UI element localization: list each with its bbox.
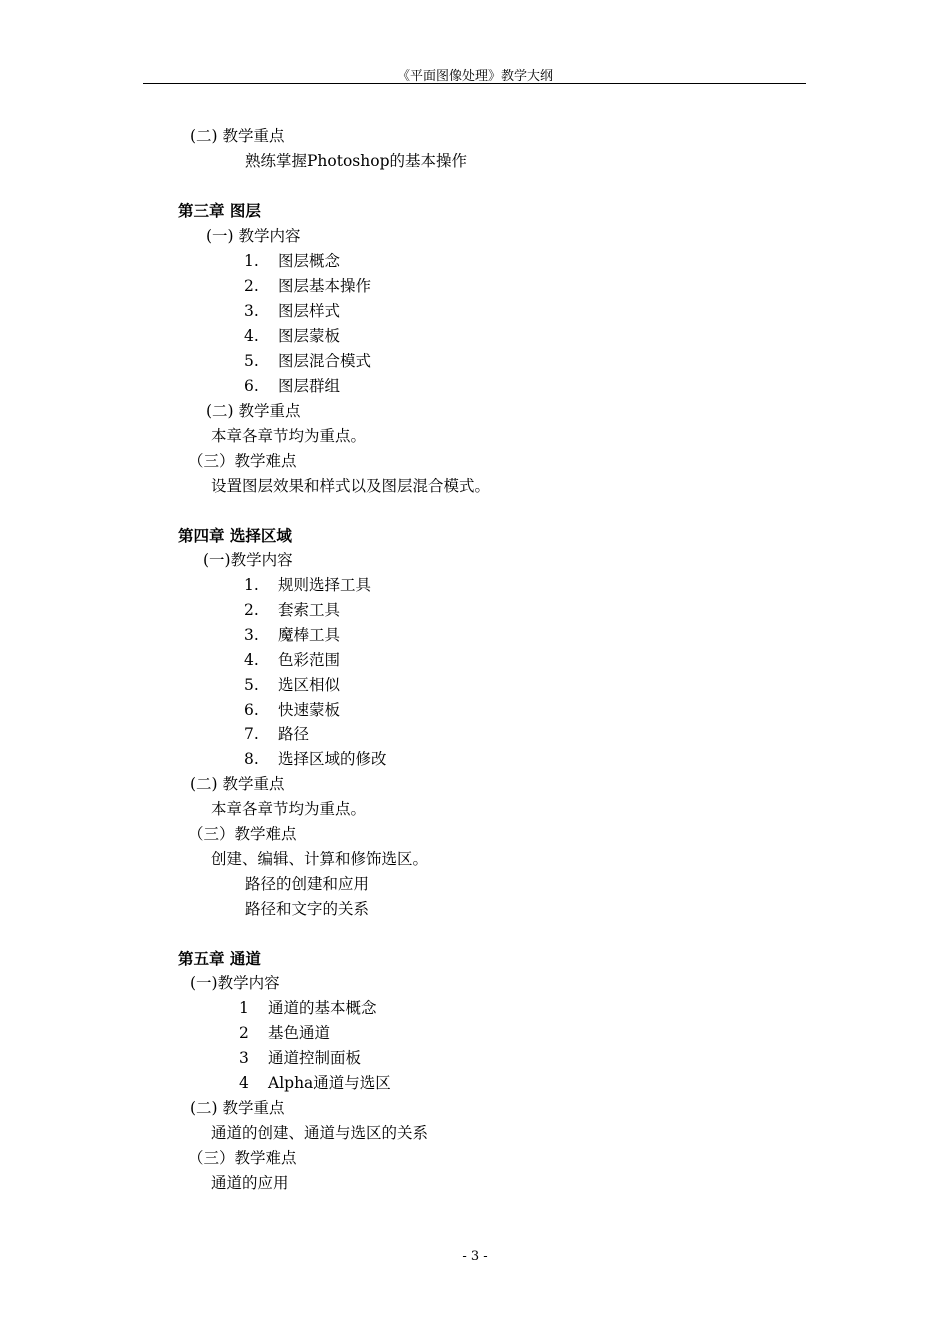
- ch5-diff-text: 通道的应用: [211, 1174, 289, 1192]
- ch4-title: 第四章 选择区域: [178, 526, 292, 545]
- ch4-item-text: 规则选择工具: [278, 576, 372, 594]
- ch3-diff-text: 设置图层效果和样式以及图层混合模式。: [211, 477, 491, 495]
- ch5-item-text: 基色通道: [268, 1024, 331, 1042]
- ch4-item-text: 选择区域的修改: [278, 750, 387, 768]
- ch5-key-text: 通道的创建、通道与选区的关系: [211, 1124, 429, 1142]
- ch4-item-num: 2.: [244, 601, 259, 619]
- ch3-item-text: 图层基本操作: [278, 277, 372, 295]
- ch4-diff-line: 路径和文字的关系: [245, 900, 370, 918]
- header-rule: [143, 83, 806, 84]
- ch3-item-text: 图层概念: [278, 252, 341, 270]
- ch4-diff-line: 路径的创建和应用: [245, 875, 370, 893]
- ch5-item-text: 通道控制面板: [268, 1049, 362, 1067]
- ch4-item-num: 6.: [244, 701, 259, 719]
- ch4-diff-line: 创建、编辑、计算和修饰选区。: [211, 850, 429, 868]
- ch3-item-text: 图层蒙板: [278, 327, 341, 345]
- ch4-item-num: 3.: [244, 626, 259, 644]
- ch4-item-text: 快速蒙板: [278, 701, 341, 719]
- ch4-key-label: (二) 教学重点: [190, 775, 285, 793]
- ch3-item-num: 6.: [244, 377, 259, 395]
- ch5-item-num: 3: [239, 1049, 249, 1067]
- ch4-key-text: 本章各章节均为重点。: [211, 800, 367, 818]
- ch3-content-label: (一) 教学内容: [206, 227, 301, 245]
- ch5-item-text: Alpha通道与选区: [268, 1074, 391, 1092]
- ch5-item-num: 2: [239, 1024, 249, 1042]
- ch3-item-text: 图层样式: [278, 302, 341, 320]
- ch4-item-num: 1.: [244, 576, 259, 594]
- ch4-item-num: 7.: [244, 725, 259, 743]
- ch4-content-label: (一)教学内容: [203, 551, 293, 569]
- ch3-item-text: 图层混合模式: [278, 352, 372, 370]
- ch5-title: 第五章 通道: [178, 949, 261, 968]
- ch3-item-num: 2.: [244, 277, 259, 295]
- ch5-key-label: (二) 教学重点: [190, 1099, 285, 1117]
- ch3-item-num: 4.: [244, 327, 259, 345]
- ch2-key-label: (二) 教学重点: [190, 127, 285, 145]
- ch3-diff-label: （三）教学难点: [188, 452, 297, 470]
- ch4-item-text: 色彩范围: [278, 651, 341, 669]
- ch4-item-text: 套索工具: [278, 601, 341, 619]
- ch5-item-text: 通道的基本概念: [268, 999, 377, 1017]
- ch4-item-text: 路径: [278, 725, 310, 743]
- ch5-item-num: 4: [239, 1074, 249, 1092]
- ch4-item-num: 5.: [244, 676, 259, 694]
- ch4-item-text: 魔棒工具: [278, 626, 341, 644]
- ch2-key-text: 熟练掌握Photoshop的基本操作: [245, 152, 467, 170]
- ch3-item-num: 1.: [244, 252, 259, 270]
- ch5-item-num: 1: [239, 999, 249, 1017]
- ch3-item-text: 图层群组: [278, 377, 341, 395]
- ch4-diff-label: （三）教学难点: [188, 825, 297, 843]
- ch4-item-num: 8.: [244, 750, 259, 768]
- ch3-key-label: (二) 教学重点: [206, 402, 301, 420]
- ch3-item-num: 3.: [244, 302, 259, 320]
- ch5-content-label: (一)教学内容: [190, 974, 280, 992]
- page-header: 《平面图像处理》教学大纲: [396, 69, 553, 84]
- page-number: - 3 -: [462, 1249, 488, 1264]
- ch3-key-text: 本章各章节均为重点。: [211, 427, 367, 445]
- ch3-title: 第三章 图层: [178, 201, 261, 220]
- ch4-item-text: 选区相似: [278, 676, 341, 694]
- ch4-item-num: 4.: [244, 651, 259, 669]
- ch3-item-num: 5.: [244, 352, 259, 370]
- ch5-diff-label: （三）教学难点: [188, 1149, 297, 1167]
